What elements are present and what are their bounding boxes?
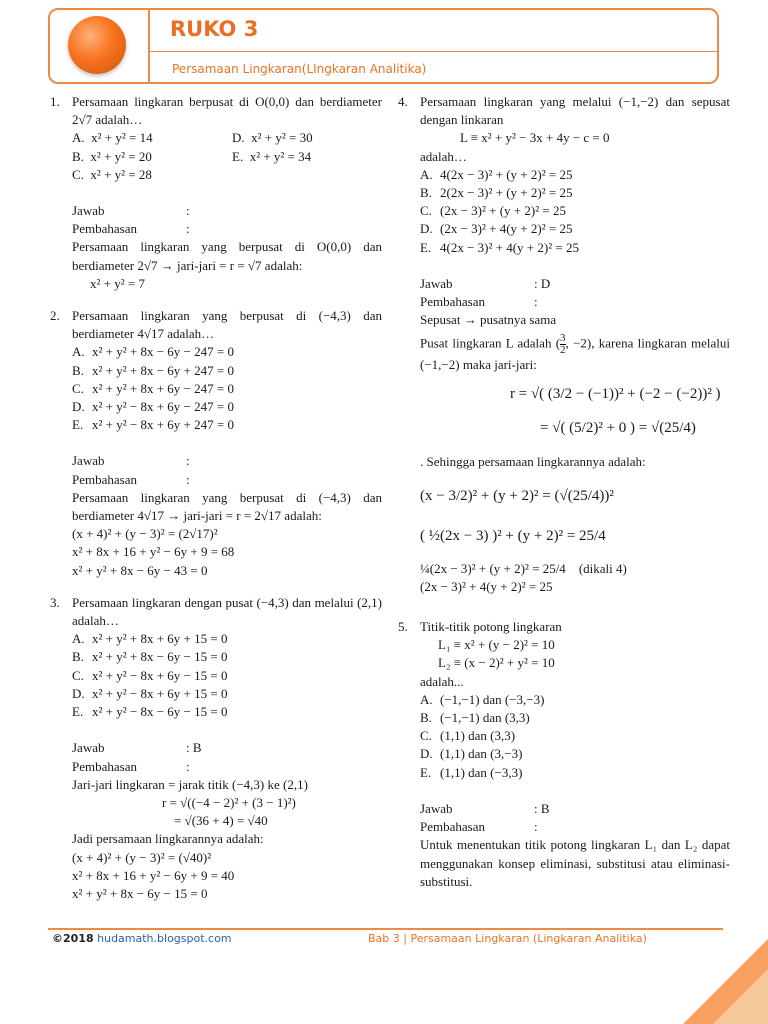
left-column [50,93,382,903]
step-equation: (x − 3/2)² + (y + 2)² = (√(25/4))² [420,488,614,505]
option-letter: B. [72,148,84,164]
option-text: x² + y² = 20 [90,148,152,164]
discussion-line: Pembahasan : [72,221,190,237]
option-letter: E. [232,148,244,164]
question-number: 1. [50,94,60,109]
option-c: C. x² + y² + 8x + 6y − 247 = 0 [72,380,234,396]
radius-equation: = √(36 + 4) = √40 [174,813,268,829]
question-text: Persamaan lingkaran yang berpusat di (−4,3) dan berdiameter 4√17 adalah… [72,308,382,342]
question-5 [398,618,730,891]
option-e: E. (1,1) dan (−3,3) [420,764,523,780]
option-b: B. (−1,−1) dan (3,3) [420,710,530,726]
adalah-text: adalah… [420,148,467,164]
option-row [72,148,382,166]
option-e: E. x² + y² − 8x + 6y + 247 = 0 [72,417,234,433]
question-number: 2. [50,308,60,324]
radius-equation: r = √( (3/2 − (−1))² + (−2 − (−2))² ) [510,385,721,402]
option-d: D. x² + y² − 8x + 6y − 247 = 0 [72,399,234,415]
explanation: Jari-jari lingkaran = jarak titik (−4,3) ke (2,1) [72,776,308,792]
step-equation: x² + y² + 8x − 6y − 15 = 0 [72,885,208,901]
option-text: x² + y² = 14 [91,130,153,146]
option-b: B. x² + y² + 8x − 6y + 247 = 0 [72,362,234,378]
option-text: x² + y² = 30 [251,130,313,146]
question-text: Persamaan lingkaran dengan pusat (−4,3) dan melalui (2,1) adalah… [72,594,382,629]
option-letter: A. [72,130,85,146]
option-a: A. 4(2x − 3)² + (y + 2)² = 25 [420,166,573,182]
conclusion-text: Jadi persamaan lingkarannya adalah: [72,831,264,847]
question-text: Persamaan lingkaran berpusat di O(0,0) dan berdiameter 2√7 adalah… [72,94,382,128]
page-title: RUKO 3 [170,17,259,41]
discussion-line: Pembahasan : [72,471,190,487]
option-row [72,129,382,147]
step-equation: ¼(2x − 3)² + (y + 2)² = 25/4 (dikali 4) [420,560,627,576]
option-letter: C. [72,166,84,182]
orange-circle-logo [68,16,126,74]
question-number: 4. [398,94,408,109]
answer-line: Jawab : [72,453,190,469]
option-e: E. x² + y² − 8x − 6y − 15 = 0 [72,704,228,720]
step-equation: ( ½(2x − 3) )² + (y + 2)² = 25/4 [420,528,606,545]
question-2 [50,307,382,580]
option-e: E. 4(2x − 3)² + 4(y + 2)² = 25 [420,239,579,255]
option-d: D. (1,1) dan (3,−3) [420,746,523,762]
question-3 [50,594,382,903]
option-text: x² + y² = 28 [90,166,152,182]
step-equation: x² + 8x + 16 + y² − 6y + 9 = 68 [72,544,235,560]
circle-equation: L ≡ x² + y² − 3x + 4y − c = 0 [460,130,610,146]
sepusat-text: Sepusat → pusatnya sama [420,312,557,328]
option-row [72,166,382,184]
discussion-line: Pembahasan : [420,819,538,835]
right-column [398,93,730,891]
step-equation: x² + y² + 8x − 6y − 43 = 0 [72,562,208,578]
radius-equation: r = √((−4 − 2)² + (3 − 1)²) [162,794,296,810]
explanation: Persamaan lingkaran yang berpusat di O(0,0) dan berdiameter 2√7 → jari-jari = r = √7 adalah: [72,239,382,273]
answer-line: Jawab : B [420,800,550,816]
question-1 [50,93,382,293]
adalah-text: adalah... [420,673,464,689]
option-d: D. (2x − 3)² + 4(y + 2)² = 25 [420,221,573,237]
option-letter: D. [232,130,245,146]
answer-line: Jawab : B [72,740,202,756]
option-text: x² + y² = 34 [249,148,312,164]
page-subtitle: Persamaan Lingkaran(LIngkaran Analitika) [172,62,427,76]
question-text: Titik-titik potong lingkaran [420,619,562,635]
question-4 [398,93,730,596]
header-rule [150,51,717,52]
option-b: B. x² + y² + 8x − 6y − 15 = 0 [72,649,228,665]
option-d: D. x² + y² − 8x + 6y + 15 = 0 [72,685,228,701]
explanation: Persamaan lingkaran yang berpusat di (−4,3) dan berdiameter 4√17 → jari-jari = r = 2√17 adalah: [72,489,382,524]
step-equation: x² + 8x + 16 + y² − 6y + 9 = 40 [72,867,235,883]
sehingga-text: . Sehingga persamaan lingkarannya adalah: [420,454,646,470]
question-text: Persamaan lingkaran yang melalui (−1,−2) dan sepusat dengan linkaran [420,94,730,128]
step-equation: (2x − 3)² + 4(y + 2)² = 25 [420,578,553,594]
option-c: C. (1,1) dan (3,3) [420,728,516,744]
option-a: A. x² + y² + 8x − 6y − 247 = 0 [72,344,234,360]
option-a: A. x² + y² + 8x + 6y + 15 = 0 [72,631,228,647]
explanation: Untuk menentukan titik potong lingkaran L₁ dan L₂ dapat menggunakan konsep eliminasi, substitusi atau eliminasi-substitusi. [420,837,730,889]
circle-equation: L₂ ≡ (x − 2)² + y² = 10 [438,655,555,671]
radius-equation: = √( (5/2)² + 0 ) = √(25/4) [540,419,696,436]
option-c: C. x² + y² − 8x + 6y − 15 = 0 [72,667,228,683]
fraction: $\frac{3}{2}$ [560,332,566,357]
step-equation: (x + 4)² + (y − 3)² = (2√17)² [72,526,218,542]
option-b: B. 2(2x − 3)² + (y + 2)² = 25 [420,185,573,201]
footer-copyright: ©2018 hudamath.blogspot.com [52,932,232,945]
option-c: C. (2x − 3)² + (y + 2)² = 25 [420,203,566,219]
step-equation: (x + 4)² + (y − 3)² = (√40)² [72,849,212,865]
footer-site-link[interactable]: hudamath.blogspot.com [97,932,232,945]
header-divider [148,10,150,82]
footer-chapter: Bab 3 | Persamaan Lingkaran (Lingkaran Analitika) [368,932,647,945]
option-a: A. (−1,−1) dan (−3,−3) [420,691,545,707]
discussion-line: Pembahasan : [420,294,538,310]
corner-decoration [713,969,768,1024]
answer-line: Jawab : D [420,275,551,291]
question-number: 3. [50,594,60,610]
question-number: 5. [398,619,408,635]
explanation: Pusat lingkaran L adalah ( $\frac{3}{2}$ , −2), karena lingkaran melalui (−1,−2) maka jari-jari: [420,332,730,373]
result-equation: x² + y² = 7 [90,275,145,291]
answer-line: Jawab : [72,203,190,219]
circle-equation: L₁ ≡ x² + (y − 2)² = 10 [438,637,555,653]
discussion-line: Pembahasan : [72,758,190,774]
